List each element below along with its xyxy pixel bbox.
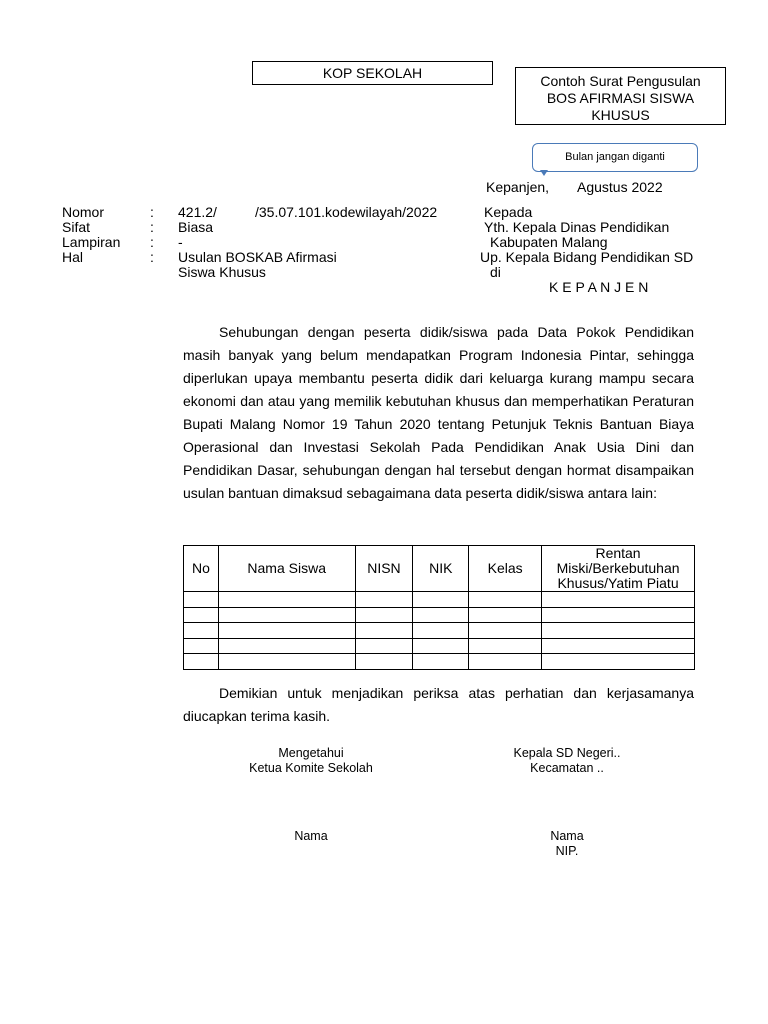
table-cell [542, 638, 695, 654]
sig-left-line-1: Mengetahui [278, 746, 344, 760]
table-row [184, 654, 695, 670]
header-rentan: Rentan Miski/Berkebutuhan Khusus/Yatim Piatu [542, 546, 695, 592]
contoh-line-2: BOS AFIRMASI SISWA [546, 90, 695, 106]
table-cell [413, 638, 469, 654]
sig-right-line-2: Kecamatan .. [530, 761, 604, 775]
nomor-value-a: 421.2/ [178, 204, 217, 220]
table-cell [542, 592, 695, 608]
header-nisn: NISN [355, 546, 413, 592]
callout-text: Bulan jangan diganti [565, 151, 665, 163]
table-cell [355, 592, 413, 608]
recipient-city: K E P A N J E N [549, 279, 649, 295]
table-cell [355, 607, 413, 623]
recipient-line-1: Yth. Kepala Dinas Pendidikan [484, 219, 670, 235]
hal-value-2: Siswa Khusus [178, 264, 266, 280]
table-row [184, 638, 695, 654]
student-table [183, 545, 695, 670]
table-cell [469, 607, 542, 623]
callout-tail [540, 170, 548, 176]
table-cell [413, 592, 469, 608]
sig-right-line-1: Kepala SD Negeri.. [513, 746, 621, 760]
callout-note [532, 143, 698, 172]
table-cell [469, 638, 542, 654]
contoh-line-3: KHUSUS [591, 107, 650, 123]
closing-paragraph [183, 682, 694, 728]
header-kelas: Kelas [469, 546, 542, 592]
table-row [184, 623, 695, 639]
table-cell [184, 638, 219, 654]
table-cell [218, 592, 355, 608]
table-header-row [184, 546, 695, 592]
sig-right-name: Nama [550, 829, 584, 843]
closing-paragraph-text: Demikian untuk menjadikan periksa atas perhatian dan kerjasamanya diucapkan terima kasih. [183, 685, 694, 724]
sig-left-line-2: Ketua Komite Sekolah [249, 761, 373, 775]
table-cell [218, 623, 355, 639]
sig-right-name-block [467, 829, 667, 859]
contoh-surat-box [515, 67, 726, 125]
signature-right [467, 746, 667, 776]
table-row [184, 607, 695, 623]
table-cell [542, 607, 695, 623]
header-nama-siswa: Nama Siswa [218, 546, 355, 592]
table-cell [218, 654, 355, 670]
sifat-label: Sifat [62, 219, 91, 235]
nomor-sep: : [150, 204, 154, 220]
recipient-kepada: Kepada [484, 204, 533, 220]
table-cell [542, 623, 695, 639]
table-cell [184, 623, 219, 639]
table-cell [218, 607, 355, 623]
lampiran-value: - [178, 234, 183, 250]
table-row [184, 592, 695, 608]
body-paragraph [183, 321, 694, 505]
recipient-di: di [490, 264, 501, 280]
table-cell [355, 638, 413, 654]
hal-label: Hal [62, 249, 84, 265]
table-cell [469, 623, 542, 639]
kop-sekolah-text: KOP SEKOLAH [322, 65, 423, 81]
table-cell [413, 607, 469, 623]
signature-left [211, 746, 411, 776]
sifat-value: Biasa [178, 219, 214, 235]
lampiran-label: Lampiran [62, 234, 121, 250]
contoh-line-1: Contoh Surat Pengusulan [540, 73, 701, 89]
table-cell [542, 654, 695, 670]
recipient-line-3: Up. Kepala Bidang Pendidikan SD [480, 249, 694, 265]
sig-right-nip: NIP. [555, 844, 579, 858]
table-cell [469, 654, 542, 670]
table-cell [218, 638, 355, 654]
table-cell [469, 592, 542, 608]
sig-left-name: Nama [294, 829, 328, 843]
table-cell [413, 623, 469, 639]
table-cell [413, 654, 469, 670]
sifat-sep: : [150, 219, 154, 235]
recipient-line-2: Kabupaten Malang [490, 234, 608, 250]
kop-sekolah-box [252, 61, 493, 85]
nomor-value-b: /35.07.101.kodewilayah/2022 [255, 204, 438, 220]
hal-sep: : [150, 249, 154, 265]
date: Agustus 2022 [577, 179, 663, 195]
place: Kepanjen, [486, 179, 550, 195]
table-cell [355, 623, 413, 639]
lampiran-sep: : [150, 234, 154, 250]
body-paragraph-text: Sehubungan dengan peserta didik/siswa pada Data Pokok Pendidikan masih banyak yang belum mendapatkan Program Indonesia Pintar, sehingga diperlukan upaya membantu peserta didik dari keluarga kurang mampu secara ekonomi dan atau yang memilik kebutuhan khusus dan memperhatikan Peraturan Bupati Malang Nomor 19 Tahun 2020 tentang Petunjuk Teknis Bantuan Biaya Operasional dan Investasi Sekolah Pada Pendidikan Anak Usia Dini dan Pendidikan Dasar, sehubungan dengan hal tersebut dengan hormat disampaikan usulan bantuan dimaksud sebagaimana data peserta didik/siswa antara lain: [183, 324, 694, 501]
hal-value-1: Usulan BOSKAB Afirmasi [178, 249, 337, 265]
header-no: No [184, 546, 219, 592]
table-cell [184, 592, 219, 608]
table-cell [355, 654, 413, 670]
nomor-label: Nomor [62, 204, 105, 220]
table-cell [184, 654, 219, 670]
header-nik: NIK [413, 546, 469, 592]
table-cell [184, 607, 219, 623]
